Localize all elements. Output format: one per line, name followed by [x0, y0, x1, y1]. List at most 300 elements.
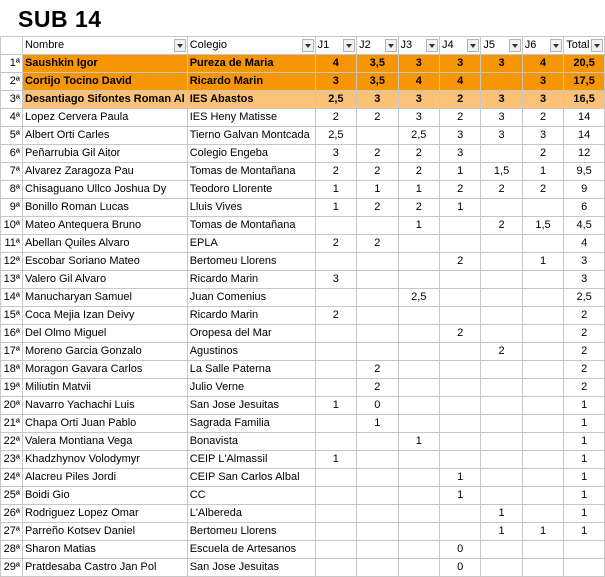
cell-player-name[interactable]: Escobar Soriano Mateo	[22, 253, 187, 271]
cell-score-j4[interactable]: 1	[439, 163, 480, 181]
cell-score-j5[interactable]: 2	[481, 181, 522, 199]
cell-score-j6[interactable]: 1	[522, 253, 563, 271]
table-row[interactable]	[1, 289, 605, 307]
table-row[interactable]	[1, 217, 605, 235]
table-row[interactable]	[1, 541, 605, 559]
cell-score-j1[interactable]: 2	[315, 109, 356, 127]
chevron-down-icon[interactable]	[426, 39, 438, 52]
cell-score-j4[interactable]: 1	[439, 469, 480, 487]
column-header-j6[interactable]	[522, 37, 563, 55]
cell-score-j3[interactable]: 3	[398, 91, 439, 109]
cell-score-j2[interactable]: 3,5	[357, 73, 398, 91]
cell-score-j3[interactable]: 1	[398, 217, 439, 235]
cell-score-j1[interactable]: 2	[315, 307, 356, 325]
cell-club[interactable]: San Jose Jesuitas	[187, 397, 315, 415]
cell-score-j2[interactable]: 3	[357, 91, 398, 109]
cell-score-j1[interactable]	[315, 469, 356, 487]
cell-player-name[interactable]: Desantiago Sifontes Roman Al	[22, 91, 187, 109]
cell-total[interactable]: 1	[564, 433, 605, 451]
table-row[interactable]	[1, 397, 605, 415]
cell-score-j3[interactable]	[398, 271, 439, 289]
table-row[interactable]	[1, 271, 605, 289]
cell-score-j2[interactable]	[357, 253, 398, 271]
cell-total[interactable]: 2	[564, 379, 605, 397]
cell-score-j2[interactable]: 2	[357, 163, 398, 181]
cell-score-j5[interactable]	[481, 379, 522, 397]
cell-score-j6[interactable]	[522, 235, 563, 253]
cell-score-j4[interactable]	[439, 235, 480, 253]
cell-club[interactable]: Oropesa del Mar	[187, 325, 315, 343]
cell-score-j3[interactable]	[398, 307, 439, 325]
cell-score-j5[interactable]	[481, 145, 522, 163]
cell-club[interactable]: L'Albereda	[187, 505, 315, 523]
cell-player-name[interactable]: Chisaguano Ullco Joshua Dy	[22, 181, 187, 199]
cell-club[interactable]: Ricardo Marin	[187, 307, 315, 325]
cell-club[interactable]: Ricardo Marin	[187, 271, 315, 289]
cell-total[interactable]: 14	[564, 127, 605, 145]
cell-total[interactable]	[564, 559, 605, 577]
cell-score-j4[interactable]: 3	[439, 145, 480, 163]
table-row[interactable]	[1, 469, 605, 487]
cell-score-j1[interactable]	[315, 379, 356, 397]
cell-score-j3[interactable]	[398, 253, 439, 271]
cell-club[interactable]: IES Heny Matisse	[187, 109, 315, 127]
cell-score-j1[interactable]	[315, 217, 356, 235]
cell-player-name[interactable]: Valero Gil Alvaro	[22, 271, 187, 289]
cell-score-j2[interactable]	[357, 127, 398, 145]
cell-score-j2[interactable]	[357, 523, 398, 541]
cell-score-j6[interactable]: 1	[522, 163, 563, 181]
cell-score-j2[interactable]	[357, 559, 398, 577]
cell-score-j5[interactable]: 2	[481, 217, 522, 235]
cell-score-j4[interactable]	[439, 307, 480, 325]
cell-score-j3[interactable]: 3	[398, 109, 439, 127]
cell-score-j5[interactable]	[481, 307, 522, 325]
cell-score-j2[interactable]	[357, 451, 398, 469]
cell-player-name[interactable]: Pratdesaba Castro Jan Pol	[22, 559, 187, 577]
cell-score-j6[interactable]: 1	[522, 523, 563, 541]
cell-score-j4[interactable]: 0	[439, 559, 480, 577]
cell-score-j5[interactable]	[481, 487, 522, 505]
cell-score-j3[interactable]	[398, 235, 439, 253]
cell-total[interactable]: 1	[564, 415, 605, 433]
chevron-down-icon[interactable]	[385, 39, 397, 52]
cell-total[interactable]: 12	[564, 145, 605, 163]
cell-player-name[interactable]: Lopez Cervera Paula	[22, 109, 187, 127]
cell-score-j2[interactable]: 2	[357, 199, 398, 217]
cell-total[interactable]: 6	[564, 199, 605, 217]
cell-score-j3[interactable]	[398, 415, 439, 433]
cell-score-j5[interactable]	[481, 271, 522, 289]
cell-player-name[interactable]: Saushkin Igor	[22, 55, 187, 73]
cell-score-j4[interactable]	[439, 271, 480, 289]
cell-score-j6[interactable]: 1,5	[522, 217, 563, 235]
cell-score-j3[interactable]: 3	[398, 55, 439, 73]
cell-score-j6[interactable]	[522, 325, 563, 343]
cell-score-j5[interactable]: 2	[481, 343, 522, 361]
cell-score-j4[interactable]	[439, 523, 480, 541]
cell-score-j5[interactable]: 1,5	[481, 163, 522, 181]
cell-player-name[interactable]: Rodriguez Lopez Omar	[22, 505, 187, 523]
cell-score-j1[interactable]	[315, 433, 356, 451]
cell-club[interactable]: Julio Verne	[187, 379, 315, 397]
cell-score-j4[interactable]: 3	[439, 127, 480, 145]
table-row[interactable]	[1, 91, 605, 109]
cell-player-name[interactable]: Alacreu Piles Jordi	[22, 469, 187, 487]
cell-score-j1[interactable]	[315, 541, 356, 559]
cell-club[interactable]: Lluis Vives	[187, 199, 315, 217]
table-row[interactable]	[1, 325, 605, 343]
cell-total[interactable]	[564, 541, 605, 559]
cell-score-j5[interactable]	[481, 469, 522, 487]
cell-score-j6[interactable]	[522, 289, 563, 307]
cell-club[interactable]: Bonavista	[187, 433, 315, 451]
cell-score-j6[interactable]	[522, 307, 563, 325]
cell-club[interactable]: San Jose Jesuitas	[187, 559, 315, 577]
cell-score-j3[interactable]	[398, 343, 439, 361]
cell-total[interactable]: 9	[564, 181, 605, 199]
cell-player-name[interactable]: Khadzhynov Volodymyr	[22, 451, 187, 469]
table-row[interactable]	[1, 343, 605, 361]
cell-score-j6[interactable]	[522, 271, 563, 289]
table-row[interactable]	[1, 361, 605, 379]
chevron-down-icon[interactable]	[467, 39, 479, 52]
cell-total[interactable]: 2	[564, 343, 605, 361]
cell-club[interactable]: Tierno Galvan Montcada	[187, 127, 315, 145]
table-row[interactable]	[1, 145, 605, 163]
cell-score-j4[interactable]: 2	[439, 253, 480, 271]
cell-score-j1[interactable]: 1	[315, 199, 356, 217]
cell-score-j6[interactable]	[522, 199, 563, 217]
cell-score-j5[interactable]: 3	[481, 55, 522, 73]
cell-score-j5[interactable]	[481, 559, 522, 577]
cell-score-j6[interactable]	[522, 541, 563, 559]
cell-score-j2[interactable]	[357, 325, 398, 343]
table-row[interactable]	[1, 559, 605, 577]
cell-score-j1[interactable]: 1	[315, 181, 356, 199]
cell-score-j2[interactable]	[357, 343, 398, 361]
cell-score-j1[interactable]: 2,5	[315, 127, 356, 145]
cell-player-name[interactable]: Moragon Gavara Carlos	[22, 361, 187, 379]
cell-score-j5[interactable]	[481, 199, 522, 217]
cell-score-j3[interactable]: 2	[398, 163, 439, 181]
cell-score-j3[interactable]	[398, 325, 439, 343]
cell-player-name[interactable]: Alvarez Zaragoza Pau	[22, 163, 187, 181]
cell-score-j3[interactable]	[398, 505, 439, 523]
cell-score-j5[interactable]	[481, 415, 522, 433]
cell-score-j1[interactable]	[315, 505, 356, 523]
cell-total[interactable]: 2,5	[564, 289, 605, 307]
cell-score-j6[interactable]	[522, 415, 563, 433]
cell-score-j6[interactable]: 3	[522, 91, 563, 109]
cell-score-j2[interactable]: 0	[357, 397, 398, 415]
chevron-down-icon[interactable]	[302, 39, 314, 52]
column-header-j4[interactable]	[439, 37, 480, 55]
column-header-total[interactable]	[564, 37, 605, 55]
table-row[interactable]	[1, 127, 605, 145]
cell-total[interactable]: 17,5	[564, 73, 605, 91]
cell-score-j3[interactable]: 1	[398, 433, 439, 451]
cell-score-j2[interactable]: 2	[357, 235, 398, 253]
cell-total[interactable]: 3	[564, 271, 605, 289]
cell-club[interactable]: Pureza de Maria	[187, 55, 315, 73]
cell-total[interactable]: 4	[564, 235, 605, 253]
cell-player-name[interactable]: Manucharyan Samuel	[22, 289, 187, 307]
cell-score-j6[interactable]	[522, 343, 563, 361]
cell-score-j6[interactable]: 3	[522, 73, 563, 91]
cell-score-j3[interactable]	[398, 469, 439, 487]
cell-club[interactable]: IES Abastos	[187, 91, 315, 109]
cell-score-j4[interactable]: 2	[439, 109, 480, 127]
cell-player-name[interactable]: Bonillo Roman Lucas	[22, 199, 187, 217]
cell-club[interactable]: CC	[187, 487, 315, 505]
cell-score-j6[interactable]: 2	[522, 181, 563, 199]
table-row[interactable]	[1, 307, 605, 325]
cell-score-j3[interactable]	[398, 397, 439, 415]
cell-score-j5[interactable]	[481, 361, 522, 379]
cell-score-j1[interactable]	[315, 325, 356, 343]
cell-club[interactable]: Juan Comenius	[187, 289, 315, 307]
cell-total[interactable]: 4,5	[564, 217, 605, 235]
cell-player-name[interactable]: Albert Orti Carles	[22, 127, 187, 145]
cell-score-j4[interactable]	[439, 379, 480, 397]
cell-score-j5[interactable]	[481, 325, 522, 343]
cell-score-j2[interactable]	[357, 289, 398, 307]
cell-score-j4[interactable]	[439, 415, 480, 433]
table-row[interactable]	[1, 235, 605, 253]
cell-score-j1[interactable]	[315, 289, 356, 307]
cell-player-name[interactable]: Valera Montiana Vega	[22, 433, 187, 451]
cell-club[interactable]: Bertomeu Llorens	[187, 523, 315, 541]
cell-player-name[interactable]: Parreño Kotsev Daniel	[22, 523, 187, 541]
cell-score-j3[interactable]	[398, 523, 439, 541]
cell-score-j5[interactable]: 1	[481, 505, 522, 523]
cell-score-j6[interactable]	[522, 559, 563, 577]
cell-player-name[interactable]: Chapa Orti Juan Pablo	[22, 415, 187, 433]
cell-score-j6[interactable]	[522, 379, 563, 397]
cell-score-j2[interactable]	[357, 505, 398, 523]
cell-score-j4[interactable]: 0	[439, 541, 480, 559]
cell-score-j2[interactable]	[357, 541, 398, 559]
cell-score-j6[interactable]	[522, 433, 563, 451]
cell-score-j2[interactable]: 2	[357, 145, 398, 163]
cell-total[interactable]: 3	[564, 253, 605, 271]
cell-score-j3[interactable]: 4	[398, 73, 439, 91]
cell-player-name[interactable]: Coca Mejia Izan Deivy	[22, 307, 187, 325]
table-row[interactable]	[1, 433, 605, 451]
cell-score-j1[interactable]: 2	[315, 163, 356, 181]
cell-score-j6[interactable]: 3	[522, 127, 563, 145]
cell-score-j1[interactable]	[315, 415, 356, 433]
cell-total[interactable]: 1	[564, 397, 605, 415]
cell-score-j2[interactable]	[357, 469, 398, 487]
cell-club[interactable]: CEIP San Carlos Albal	[187, 469, 315, 487]
chevron-down-icon[interactable]	[509, 39, 521, 52]
cell-total[interactable]: 2	[564, 307, 605, 325]
cell-total[interactable]: 16,5	[564, 91, 605, 109]
cell-score-j1[interactable]	[315, 523, 356, 541]
cell-total[interactable]: 2	[564, 361, 605, 379]
cell-total[interactable]: 1	[564, 469, 605, 487]
table-row[interactable]	[1, 109, 605, 127]
cell-score-j1[interactable]	[315, 253, 356, 271]
cell-club[interactable]: Escuela de Artesanos	[187, 541, 315, 559]
column-header-nombre[interactable]	[22, 37, 187, 55]
cell-score-j4[interactable]	[439, 289, 480, 307]
cell-score-j6[interactable]: 4	[522, 55, 563, 73]
cell-score-j1[interactable]	[315, 487, 356, 505]
cell-score-j5[interactable]: 3	[481, 109, 522, 127]
cell-score-j3[interactable]	[398, 451, 439, 469]
cell-score-j6[interactable]	[522, 361, 563, 379]
cell-club[interactable]: Ricardo Marin	[187, 73, 315, 91]
table-row[interactable]	[1, 55, 605, 73]
chevron-down-icon[interactable]	[174, 39, 186, 52]
cell-total[interactable]: 1	[564, 451, 605, 469]
cell-score-j3[interactable]: 2,5	[398, 289, 439, 307]
column-header-j5[interactable]	[481, 37, 522, 55]
cell-score-j2[interactable]: 2	[357, 109, 398, 127]
cell-player-name[interactable]: Navarro Yachachi Luis	[22, 397, 187, 415]
sort-descending-icon[interactable]	[591, 39, 603, 52]
cell-club[interactable]: Tomas de Montañana	[187, 217, 315, 235]
cell-score-j4[interactable]: 2	[439, 325, 480, 343]
cell-score-j1[interactable]	[315, 559, 356, 577]
cell-score-j3[interactable]: 2	[398, 145, 439, 163]
cell-score-j5[interactable]	[481, 253, 522, 271]
cell-score-j3[interactable]	[398, 379, 439, 397]
cell-score-j4[interactable]: 3	[439, 55, 480, 73]
cell-score-j1[interactable]: 3	[315, 271, 356, 289]
cell-score-j4[interactable]	[439, 433, 480, 451]
cell-score-j5[interactable]	[481, 541, 522, 559]
cell-club[interactable]: La Salle Paterna	[187, 361, 315, 379]
cell-score-j2[interactable]	[357, 217, 398, 235]
cell-score-j1[interactable]: 3	[315, 145, 356, 163]
cell-score-j3[interactable]	[398, 487, 439, 505]
cell-player-name[interactable]: Sharon Matias	[22, 541, 187, 559]
cell-score-j4[interactable]: 1	[439, 199, 480, 217]
chevron-down-icon[interactable]	[550, 39, 562, 52]
table-row[interactable]	[1, 487, 605, 505]
cell-total[interactable]: 1	[564, 487, 605, 505]
cell-total[interactable]: 1	[564, 505, 605, 523]
cell-score-j3[interactable]	[398, 361, 439, 379]
cell-score-j4[interactable]	[439, 505, 480, 523]
cell-score-j6[interactable]	[522, 451, 563, 469]
cell-score-j4[interactable]	[439, 217, 480, 235]
cell-player-name[interactable]: Moreno Garcia Gonzalo	[22, 343, 187, 361]
cell-club[interactable]: EPLA	[187, 235, 315, 253]
cell-club[interactable]: CEIP L'Almassil	[187, 451, 315, 469]
cell-score-j2[interactable]	[357, 307, 398, 325]
cell-club[interactable]: Bertomeu Llorens	[187, 253, 315, 271]
cell-score-j5[interactable]	[481, 433, 522, 451]
cell-score-j3[interactable]	[398, 559, 439, 577]
column-header-colegio[interactable]	[187, 37, 315, 55]
table-row[interactable]	[1, 505, 605, 523]
cell-club[interactable]: Agustinos	[187, 343, 315, 361]
cell-total[interactable]: 2	[564, 325, 605, 343]
cell-score-j4[interactable]	[439, 451, 480, 469]
cell-score-j5[interactable]: 3	[481, 91, 522, 109]
cell-score-j1[interactable]	[315, 361, 356, 379]
table-row[interactable]	[1, 163, 605, 181]
cell-score-j1[interactable]	[315, 343, 356, 361]
cell-score-j1[interactable]: 1	[315, 451, 356, 469]
cell-player-name[interactable]: Miliutin Matvii	[22, 379, 187, 397]
table-row[interactable]	[1, 181, 605, 199]
cell-score-j2[interactable]: 2	[357, 361, 398, 379]
cell-score-j1[interactable]: 4	[315, 55, 356, 73]
cell-score-j5[interactable]	[481, 235, 522, 253]
cell-player-name[interactable]: Boidi Gio	[22, 487, 187, 505]
cell-score-j2[interactable]	[357, 433, 398, 451]
chevron-down-icon[interactable]	[343, 39, 355, 52]
table-row[interactable]	[1, 379, 605, 397]
cell-score-j2[interactable]: 1	[357, 181, 398, 199]
cell-score-j4[interactable]: 4	[439, 73, 480, 91]
cell-score-j1[interactable]: 1	[315, 397, 356, 415]
cell-score-j1[interactable]: 2,5	[315, 91, 356, 109]
cell-total[interactable]: 20,5	[564, 55, 605, 73]
column-header-j3[interactable]	[398, 37, 439, 55]
cell-total[interactable]: 9,5	[564, 163, 605, 181]
table-row[interactable]	[1, 73, 605, 91]
cell-club[interactable]: Tomas de Montañana	[187, 163, 315, 181]
column-header-j2[interactable]	[357, 37, 398, 55]
cell-score-j6[interactable]	[522, 487, 563, 505]
cell-score-j4[interactable]	[439, 343, 480, 361]
cell-score-j3[interactable]: 2,5	[398, 127, 439, 145]
cell-score-j6[interactable]	[522, 397, 563, 415]
cell-score-j4[interactable]	[439, 397, 480, 415]
cell-score-j4[interactable]: 1	[439, 487, 480, 505]
cell-score-j2[interactable]: 3,5	[357, 55, 398, 73]
cell-club[interactable]: Colegio Engeba	[187, 145, 315, 163]
cell-score-j5[interactable]: 3	[481, 127, 522, 145]
cell-score-j5[interactable]	[481, 289, 522, 307]
cell-score-j5[interactable]	[481, 451, 522, 469]
cell-score-j1[interactable]: 3	[315, 73, 356, 91]
cell-club[interactable]: Teodoro Llorente	[187, 181, 315, 199]
table-row[interactable]	[1, 451, 605, 469]
cell-club[interactable]: Sagrada Familia	[187, 415, 315, 433]
cell-score-j2[interactable]	[357, 271, 398, 289]
table-row[interactable]	[1, 199, 605, 217]
cell-score-j4[interactable]	[439, 361, 480, 379]
cell-score-j5[interactable]: 1	[481, 523, 522, 541]
cell-player-name[interactable]: Mateo Antequera Bruno	[22, 217, 187, 235]
cell-player-name[interactable]: Abellan Quiles Alvaro	[22, 235, 187, 253]
table-row[interactable]	[1, 523, 605, 541]
cell-score-j5[interactable]	[481, 73, 522, 91]
cell-score-j3[interactable]: 1	[398, 181, 439, 199]
cell-player-name[interactable]: Del Olmo Miguel	[22, 325, 187, 343]
cell-score-j5[interactable]	[481, 397, 522, 415]
cell-score-j6[interactable]	[522, 505, 563, 523]
cell-score-j6[interactable]	[522, 469, 563, 487]
cell-player-name[interactable]: Cortijo Tocino David	[22, 73, 187, 91]
table-row[interactable]	[1, 253, 605, 271]
cell-score-j1[interactable]: 2	[315, 235, 356, 253]
cell-score-j2[interactable]: 2	[357, 379, 398, 397]
cell-score-j2[interactable]: 1	[357, 415, 398, 433]
cell-score-j6[interactable]: 2	[522, 145, 563, 163]
table-row[interactable]	[1, 415, 605, 433]
cell-total[interactable]: 1	[564, 523, 605, 541]
cell-score-j2[interactable]	[357, 487, 398, 505]
